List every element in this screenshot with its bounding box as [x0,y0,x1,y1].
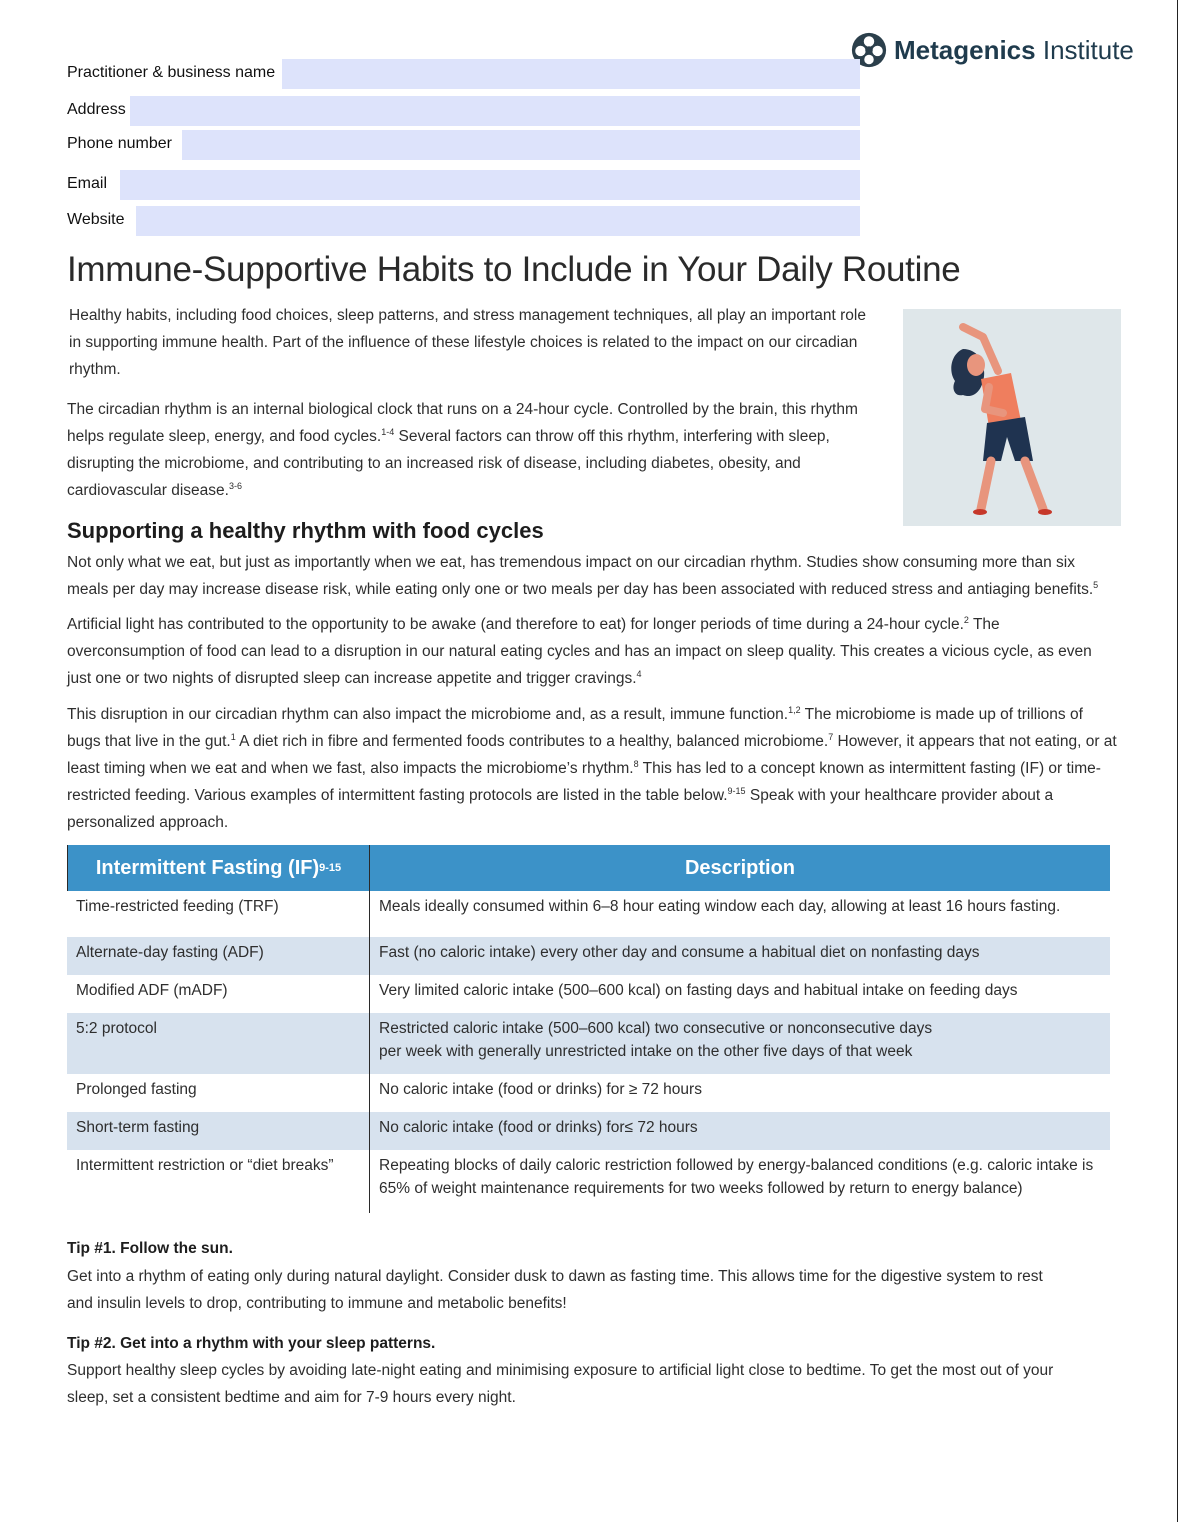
citation: 1 [230,731,236,742]
section-p2-text-b: The overconsumption of food can lead to a disruption in our natural eating cycles and has an impact on sleep quality. This creates a vicious cycle, as even just one or two nights of disrupted sleep can increase appetite and trigger cravings. [67,616,1092,687]
table-cell-desc-line-2: per week with generally unrestricted intake on the other five days of that week [379,1043,913,1060]
intro-p2-text-b: Several factors can throw off this rhythm, interfering with sleep, disrupting the microbiome, and contributing to an increased risk of disease, including diabetes, obesity, and cardiovascular disease. [67,428,830,499]
practitioner-row [67,59,860,87]
phone-input[interactable] [182,130,860,160]
section-p3-text-e: This has led to a concept known as intermittent fasting (IF) or time-restricted feeding. Various examples of intermittent fasting protocols are listed in the table below. [67,760,1101,804]
table-header-protocol: Intermittent Fasting (IF) 9-15 [67,845,370,891]
table-cell-desc [370,1013,1110,1074]
citation: 5 [1093,579,1099,590]
table-cell-desc: No caloric intake (food or drinks) for ≥ 72 hours [379,1081,702,1098]
section-paragraph-3 [67,701,1117,836]
citation: 2 [963,614,969,625]
section-p1-text: Not only what we eat, but just as importantly when we eat, has tremendous impact on our circadian rhythm. Studies show consuming more than six meals per day may increase disease risk, while eating only one or two meals per day has been associated with reduced stress and antiaging benefits. [67,554,1094,598]
table-cell-desc-line-1: Restricted caloric intake (500–600 kcal) two consecutive or nonconsecutive days [379,1020,933,1037]
table-header-description: Description [684,856,796,879]
page-edge-rule [1177,0,1178,1522]
citation: 1-4 [381,426,395,437]
phone-row [67,130,860,158]
section-p3-text-b: The microbiome is made up of trillions of bugs that live in the gut. [67,706,1083,750]
intro-paragraph-1: Healthy habits, including food choices, sleep patterns, and stress management techniques, all play an important role in supporting immune health. Part of the influence of these lifestyle choices is related to the impact on our circadian rhythm. [69,307,866,378]
table-cell-name: Short-term fasting [67,1112,370,1150]
metagenics-logo [850,30,1134,70]
fasting-table [67,845,1110,1213]
address-input[interactable] [130,96,860,126]
website-input[interactable] [136,206,860,236]
tip-2-body: Support healthy sleep cycles by avoiding late-night eating and minimising exposure to artificial light close to bedtime. To get the most out of your sleep, set a consistent bedtime and aim for 7-9 hours every night. [67,1362,1054,1406]
email-label: Email [67,175,108,192]
section-p3-text-c: A diet rich in fibre and fermented foods contributes to a healthy, balanced microbiome. [235,733,829,750]
email-row [67,170,860,198]
logo-wordmark [894,35,1134,66]
table-cell-name: 5:2 protocol [67,1013,370,1074]
table-row [67,975,1110,1013]
section-paragraph-1 [67,549,1117,603]
table-cell-name: Time-restricted feeding (TRF) [67,891,370,937]
logo-name-bold: Metagenics [894,34,1036,65]
section-p3-text-d: However, it appears that not eating, or at least timing when we eat and when we fast, also impacts the microbiome’s rhythm. [67,733,1117,777]
table-cell-name: Intermittent restriction or “diet breaks” [67,1150,370,1213]
table-row [67,1112,1110,1150]
citation: 8 [633,758,639,769]
intro-paragraph-2 [67,396,867,504]
table-cell-desc: Meals ideally consumed within 6–8 hour eating window each day, allowing at least 16 hours fasting. [379,898,1061,915]
table-row [67,937,1110,975]
table-header [67,845,1110,891]
practitioner-label: Practitioner & business name [67,64,276,81]
table-cell-name: Prolonged fasting [67,1074,370,1112]
table-cell-desc: Very limited caloric intake (500–600 kcal) on fasting days and habitual intake on feeding days [379,982,1018,999]
table-header-protocol-text: Intermittent Fasting (IF) [95,856,320,879]
address-label: Address [67,101,126,118]
page-title: Immune-Supportive Habits to Include in Your Daily Routine [67,250,961,289]
section-p2-text-a: Artificial light has contributed to the opportunity to be awake (and therefore to eat) for longer periods of time during a 24-hour cycle. [67,616,964,633]
section-paragraph-2 [67,611,1107,692]
table-cell-desc: Repeating blocks of daily caloric restriction followed by energy-balanced conditions (e.g. caloric intake is 65% of weight maintenance requirements for two weeks followed by return to energy balance) [379,1157,1094,1197]
section-p3-text-a: This disruption in our circadian rhythm can also impact the microbiome and, as a result, immune function. [67,706,789,723]
table-cell-name: Alternate-day fasting (ADF) [67,937,370,975]
tip-2-heading: Tip #2. Get into a rhythm with your sleep patterns. [67,1335,436,1352]
citation: 1,2 [788,704,801,715]
citation: 7 [828,731,834,742]
table-cell-name: Modified ADF (mADF) [67,975,370,1013]
tip-1-body: Get into a rhythm of eating only during natural daylight. Consider dusk to dawn as fasting time. This allows time for the digestive system to rest and insulin levels to drop, contributing to immune and metabolic benefits! [67,1268,1043,1312]
table-row [67,891,1110,937]
table-row [67,1150,1110,1213]
practitioner-input[interactable] [282,59,860,89]
citation: 4 [636,668,642,679]
section-p3-text-f: Speak with your healthcare provider about a personalized approach. [67,787,1054,831]
table-cell-desc: Fast (no caloric intake) every other day and consume a habitual diet on nonfasting days [379,944,980,961]
section-heading: Supporting a healthy rhythm with food cycles [67,518,544,543]
table-row [67,1013,1110,1074]
table-cell-desc: No caloric intake (food or drinks) for≤ 72 hours [379,1119,698,1136]
table-row [67,1074,1110,1112]
citation: 9-15 [727,785,746,796]
stretching-woman-icon [903,309,1121,526]
tip-1-heading: Tip #1. Follow the sun. [67,1240,233,1257]
phone-label: Phone number [67,135,172,152]
logo-name-light: Institute [1042,34,1134,65]
address-row [67,96,860,124]
citation: 3-6 [228,480,242,491]
intro-p2-text-a: The circadian rhythm is an internal biological clock that runs on a 24-hour cycle. Controlled by the brain, this rhythm helps regulate sleep, energy, and food cycles. [67,401,858,445]
stretching-woman-illustration [903,309,1121,526]
website-row [67,206,860,234]
email-input[interactable] [120,170,860,200]
website-label: Website [67,211,125,228]
